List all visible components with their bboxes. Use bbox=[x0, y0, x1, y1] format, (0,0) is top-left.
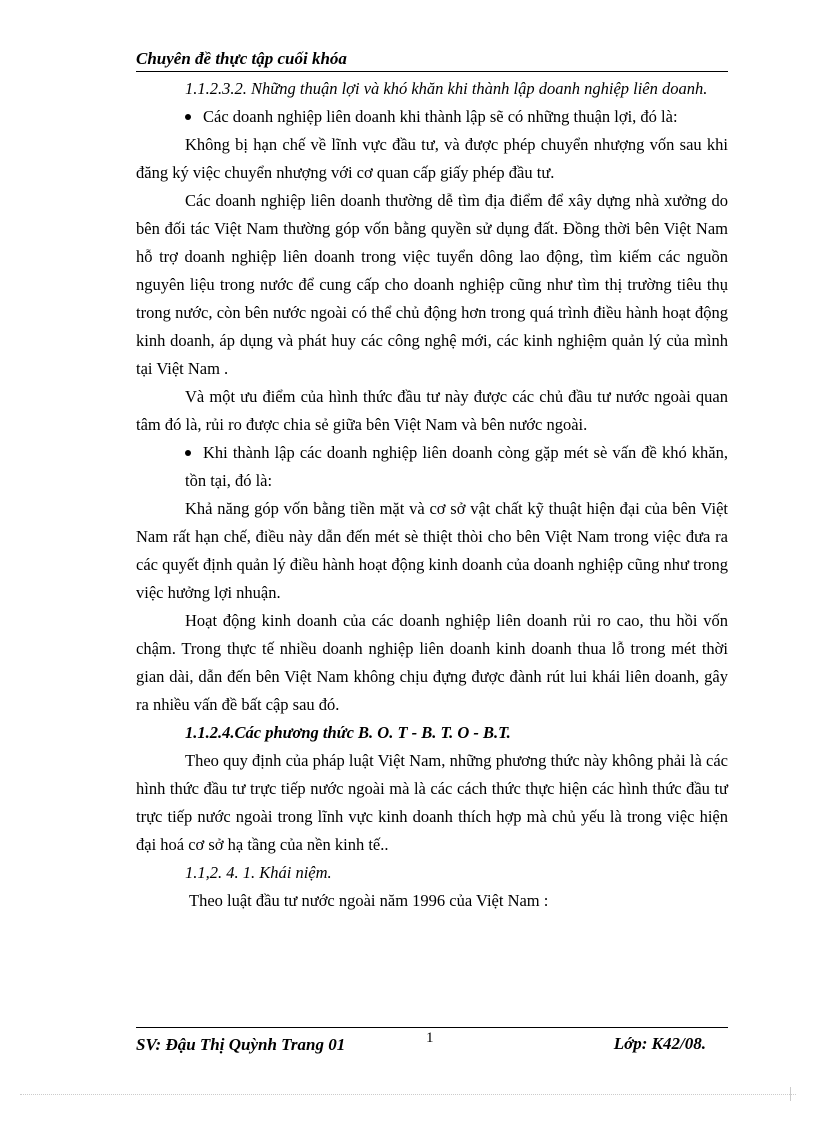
bullet-dot-icon bbox=[185, 114, 191, 120]
paragraph: Các doanh nghiệp liên doanh thường dễ tìm địa điểm để xây dựng nhà xưởng do bên đối tác Việt Nam thường góp vốn bằng quyền sử dụng đất. Đồng thời bên Việt Nam hỗ trợ doanh nghiệp liên doanh trong việc tuyển dông lao động, tìm kiếm các nguồn nguyên liệu trong nước để cung cấp cho doanh nghiệp cũng như tìm thị trường tiêu thụ trong nước, còn bên nước ngoài có thể chủ động hơn trong quá trình điều hành hoạt động kinh doanh, áp dụng và phát huy các công nghệ mới, các kinh nghiệm quản lý của mình tại Việt Nam . bbox=[136, 191, 728, 378]
section-heading-1-1-2-3-2: 1.1.2.3.2. Những thuận lợi và khó khăn khi thành lập doanh nghiệp liên doanh. bbox=[185, 79, 708, 98]
paragraph: Theo luật đầu tư nước ngoài năm 1996 của Việt Nam : bbox=[189, 891, 549, 910]
page-number: 1 bbox=[426, 1030, 434, 1046]
footer-class: Lớp: K42/08. bbox=[613, 1034, 706, 1053]
section-heading-1-1-2-4-1: 1.1,2. 4. 1. Khái niệm. bbox=[185, 863, 332, 882]
paragraph: Theo quy định của pháp luật Việt Nam, những phương thức này không phải là các hình thức đầu tư trực tiếp nước ngoài mà là các cách thức thực hiện các hình thức đầu tư trực tiếp nước ngoài trong lĩnh vực kinh doanh thích hợp mà chủ yếu là trong việc hiện đại hoá cơ sở hạ tầng của nền kinh tế.. bbox=[136, 751, 728, 854]
paragraph: Hoạt động kinh doanh của các doanh nghiệp liên doanh rủi ro cao, thu hồi vốn chậm. Trong thực tế nhiều doanh nghiệp liên doanh kinh doanh thua lỗ trong mét thời gian dài, dẫn đến bên Việt Nam không chịu đựng được đành rút lui khái liên doanh, gây ra nhiều vấn đề bất cập sau đó. bbox=[136, 611, 728, 714]
bullet-item-advantages bbox=[136, 103, 728, 131]
page-corner-mark bbox=[790, 1087, 803, 1101]
paragraph: Không bị hạn chế về lĩnh vực đầu tư, và được phép chuyển nhượng vốn sau khi đăng ký việc chuyển nhượng với cơ quan cấp giấy phép đầu tư. bbox=[136, 135, 728, 182]
footer-student-name: SV: Đậu Thị Quỳnh Trang 01 bbox=[136, 1035, 346, 1054]
section-heading-1-1-2-4: 1.1.2.4.Các phương thức B. O. T - B. T. O - B.T. bbox=[185, 723, 511, 742]
bullet-item-difficulties bbox=[136, 439, 728, 495]
paragraph: Và một ưu điểm của hình thức đầu tư này được các chủ đầu tư nước ngoài quan tâm đó là, rủi ro được chia sẻ giữa bên Việt Nam và bên nước ngoài. bbox=[136, 387, 728, 434]
page-edge-divider bbox=[20, 1094, 796, 1095]
paragraph: Khả năng góp vốn bằng tiền mặt và cơ sở vật chất kỹ thuật hiện đại của bên Việt Nam rất hạn chế, điều này dẫn đến mét sè thiệt thòi cho bên Việt Nam trong việc đưa ra các quyết định quản lý điều hành hoạt động kinh doanh của doanh nghiệp cũng như trong việc hưởng lợi nhuận. bbox=[136, 499, 728, 602]
bullet-dot-icon bbox=[185, 450, 191, 456]
bullet-text: Các doanh nghiệp liên doanh khi thành lập sẽ có những thuận lợi, đó là: bbox=[203, 107, 678, 126]
header-title: Chuyên đề thực tập cuối khóa bbox=[136, 49, 347, 68]
page-header bbox=[136, 49, 728, 72]
bullet-text: Khi thành lập các doanh nghiệp liên doanh còng gặp mét sè vấn đề khó khăn, tồn tại, đó là: bbox=[185, 443, 728, 490]
document-body bbox=[136, 75, 728, 915]
page-footer bbox=[136, 1027, 728, 1084]
